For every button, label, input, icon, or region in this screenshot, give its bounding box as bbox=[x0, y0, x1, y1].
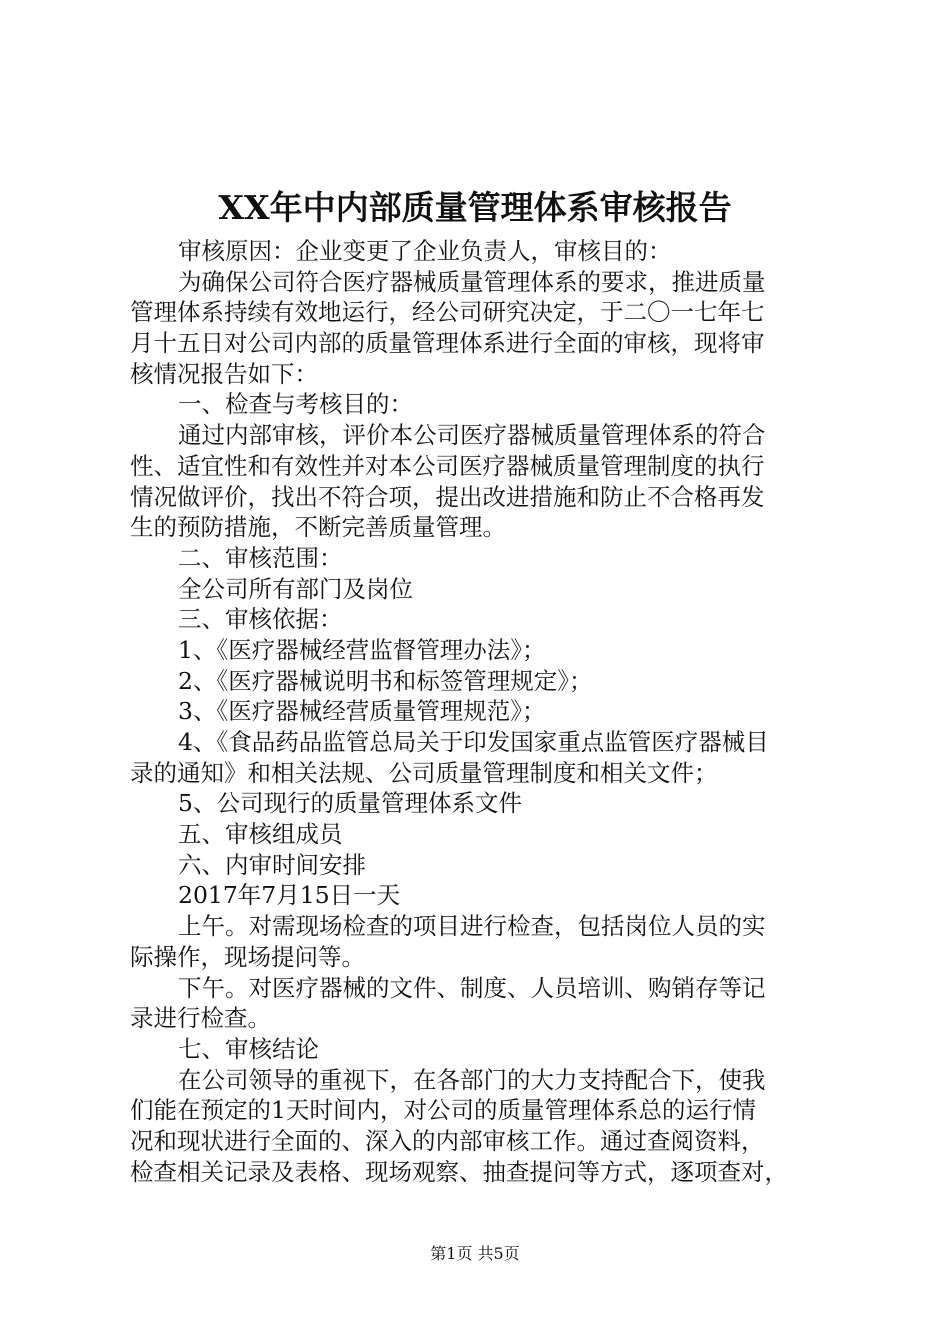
paragraph-line: 们能在预定的1天时间内，对公司的质量管理体系总的运行情 bbox=[130, 1096, 756, 1125]
paragraph-line: 全公司所有部门及岗位 bbox=[178, 574, 413, 603]
paragraph-line: 通过内部审核，评价本公司医疗器械质量管理体系的符合 bbox=[178, 421, 766, 450]
paragraph-line: 核情况报告如下： bbox=[130, 359, 318, 388]
paragraph-line: 情况做评价，找出不符合项，提出改进措施和防止不合格再发 bbox=[130, 482, 765, 511]
list-item: 3、《医疗器械经营质量管理规范》； bbox=[178, 697, 546, 726]
paragraph-line: 月十五日对公司内部的质量管理体系进行全面的审核，现将审 bbox=[130, 329, 765, 358]
section-heading: 七、审核结论 bbox=[178, 1034, 319, 1063]
list-item: 4、《食品药品监管总局关于印发国家重点监管医疗器械目 bbox=[178, 728, 769, 756]
section-heading: 一、检查与考核目的： bbox=[178, 390, 413, 419]
paragraph-line: 为确保公司符合医疗器械质量管理体系的要求，推进质量 bbox=[178, 267, 766, 296]
paragraph-line: 况和现状进行全面的、深入的内部审核工作。通过查阅资料， bbox=[130, 1126, 765, 1155]
paragraph-line: 管理体系持续有效地运行，经公司研究决定，于二〇一七年七 bbox=[130, 298, 765, 327]
paragraph-line: 性、适宜性和有效性并对本公司医疗器械质量管理制度的执行 bbox=[130, 451, 765, 480]
paragraph-line: 生的预防措施，不断完善质量管理。 bbox=[130, 513, 506, 542]
section-heading: 六、内审时间安排 bbox=[178, 850, 366, 879]
section-heading: 三、审核依据： bbox=[178, 605, 343, 634]
page-footer: 第1页 共5页 bbox=[430, 1244, 520, 1263]
paragraph-line: 在公司领导的重视下，在各部门的大力支持配合下，使我 bbox=[178, 1065, 766, 1094]
list-item: 2、《医疗器械说明书和标签管理规定》； bbox=[178, 666, 593, 695]
paragraph-line: 录进行检查。 bbox=[130, 1004, 271, 1033]
list-item: 1、《医疗器械经营监督管理办法》； bbox=[178, 635, 546, 664]
document-body bbox=[130, 236, 830, 1187]
section-heading: 五、审核组成员 bbox=[178, 820, 343, 849]
paragraph-line: 上午。对需现场检查的项目进行检查，包括岗位人员的实 bbox=[178, 912, 766, 941]
paragraph-line: 际操作，现场提问等。 bbox=[130, 942, 365, 971]
paragraph-line: 下午。对医疗器械的文件、制度、人员培训、购销存等记 bbox=[178, 973, 766, 1002]
list-item-continuation: 录的通知》和相关法规、公司质量管理制度和相关文件； bbox=[130, 758, 718, 787]
section-heading: 二、审核范围： bbox=[178, 543, 343, 572]
paragraph-line: 审核原因：企业变更了企业负责人，审核目的： bbox=[178, 237, 672, 265]
paragraph-line: 检查相关记录及表格、现场观察、抽查提问等方式，逐项查对， bbox=[130, 1157, 788, 1186]
paragraph-line: 2017年7月15日一天 bbox=[178, 881, 401, 910]
document-title: XX年中内部质量管理体系审核报告 bbox=[218, 188, 732, 227]
list-item: 5、公司现行的质量管理体系文件 bbox=[178, 789, 522, 818]
